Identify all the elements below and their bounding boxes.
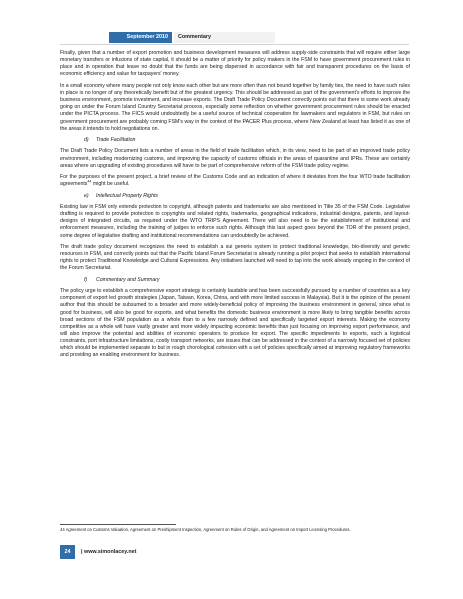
header-divider: [60, 44, 409, 45]
footnote-reference[interactable]: 44: [87, 179, 92, 184]
subsection-heading-trade-facilitation: [84, 137, 410, 144]
subsection-title: Intellectual Property Rights: [96, 192, 158, 199]
footnote-divider: [60, 524, 176, 525]
footer-website-link[interactable]: | www.simonlacey.net: [81, 549, 137, 555]
paragraph-text: For the purposes of the present project, a brief review of the Customs Code and an indication of where it deviates from the four WTO trade facilitation agreements: [60, 174, 410, 188]
body-paragraph: Finally, given that a number of export promotion and business development measures will address supply-side constraints that will require either large monetary transfers or infusions of state capital, it should be a matter of priority for policy makers in the FSM to have government procurement rules in place and in operation that leave no doubt that the funds are being dispersed in accordance with fair and transparent procedures on the basis of economic efficiency and value for taxpayers' money.: [60, 50, 410, 78]
page-number: 24: [60, 545, 75, 559]
body-paragraph: Existing law in FSM only extends protection to copyright, although patents and trademarks are also mentioned in Title 35 of the FSM Code. Legislative drafting is required to provide protection to copyrights and related rights, trademarks, geographical indications, industrial designs, patents, and layout-designs of integrated circuits, as required under the WTO TRIPS Agreement. There will also need to be the establishment of institutional and enforcement measures, including the training of judges to enforce such rights. Although this last aspect goes beyond the TOR of the present project, some degree of legislative drafting and institutional recommendations can undoubtedly be achieved.: [60, 203, 410, 239]
body-paragraph: The Draft Trade Policy Document lists a number of areas in the field of trade facilitation which, in its view, need to be part of an improved trade policy environment, including modernizing customs, and improving the capacity of customs officials in the areas of quarantine and IPRs. These are certainly areas where an upgrading of existing procedures will have to be part of comprehensive reform of the FSM trade policy regime.: [60, 148, 410, 169]
subsection-heading-commentary-summary: [84, 277, 410, 284]
subsection-heading-ipr: [84, 193, 410, 200]
subsection-letter: f): [84, 276, 88, 283]
footnote-text: 44 Agreement on Customs Valuation, Agreement on Preshipment Inspection, Agreement on Rules of Origin, and Agreement on Import Licensing Procedures.: [60, 527, 351, 532]
header-date-tab: September 2010: [109, 32, 172, 43]
document-body: [60, 50, 410, 364]
paragraph-text-end: might be useful.: [91, 181, 130, 188]
body-paragraph: In a small economy where many people not only know each other but are more often than not bound together by family ties, the need to have such rules in place is no longer of any theoretically benefit but of the greatest urgency. This should be addressed as part of the government's efforts to improve the business environment, promote investment, and increase exports. The Draft Trade Policy Document correctly points out that there is some work already going on under the Forum Island Country Secretariat process, especially some reflection on whether government procurement rules should be enacted under the PICTA process. The FICS would undoubtedly be a useful source of technical cooperation for lawmakers and regulators in FSM, but rules on government procurement are probably coming FSM's way in the context of the PACER Plus process, where New Zealand at least has listed it as one of the areas it intends to hold negotiations on.: [60, 82, 410, 132]
body-paragraph: The policy urge to establish a comprehensive export strategy is certainly laudable and has been successfully pursued by a number of countries as a key component of export led growth strategies (Japan, Taiwan, Korea, China, and with more limited success in Malaysia). But it is the opinion of the present author that this should be subsumed to a broader and more widely-beneficial policy of improving the business environment in general, since what is good for business, will also be good for exports, and what benefits the domestic business environment is more likely to bring tangible benefits across broad sections of the FSM population as a whole than to a few narrowly defined and specifically targeted export interests. Making the economy competitive as a whole will have vastly greater and more widely impacting economic benefits than just focusing on improving export performance, and will also improve the potential and abilities of economic operators to produce for export. The specific impediments to exports, such a logistical constraints, port infrastructure limitations, costly transport networks, are issues that can be addressed in the context of a narrowly focused set of policies which should be implemented separate to but in rough chorological cohesion with a set of policies specifically aimed at improving regulatory frameworks and providing an enabling environment for business.: [60, 288, 410, 359]
header-section-tab: Commentary: [174, 32, 275, 43]
subsection-letter: e): [84, 192, 89, 199]
body-paragraph: The draft trade policy document recognizes the need to establish a sui generis system to protect traditional knowledge, bio-diversity and genetic resources in FSM, and correctly points out that the Pacific Island Forum Secretariat is already running a pilot project that seeks to establish international rights to protect Traditional Knowledge and Cultural Expressions. Any initiatives launched will need to tap into the work already ongoing in the context of the Forum Secretariat.: [60, 243, 410, 272]
subsection-title: Commentary and Summary: [96, 276, 160, 283]
subsection-letter: d): [84, 137, 89, 144]
body-paragraph: [60, 174, 410, 188]
subsection-title: Trade Facilitation: [96, 137, 136, 144]
